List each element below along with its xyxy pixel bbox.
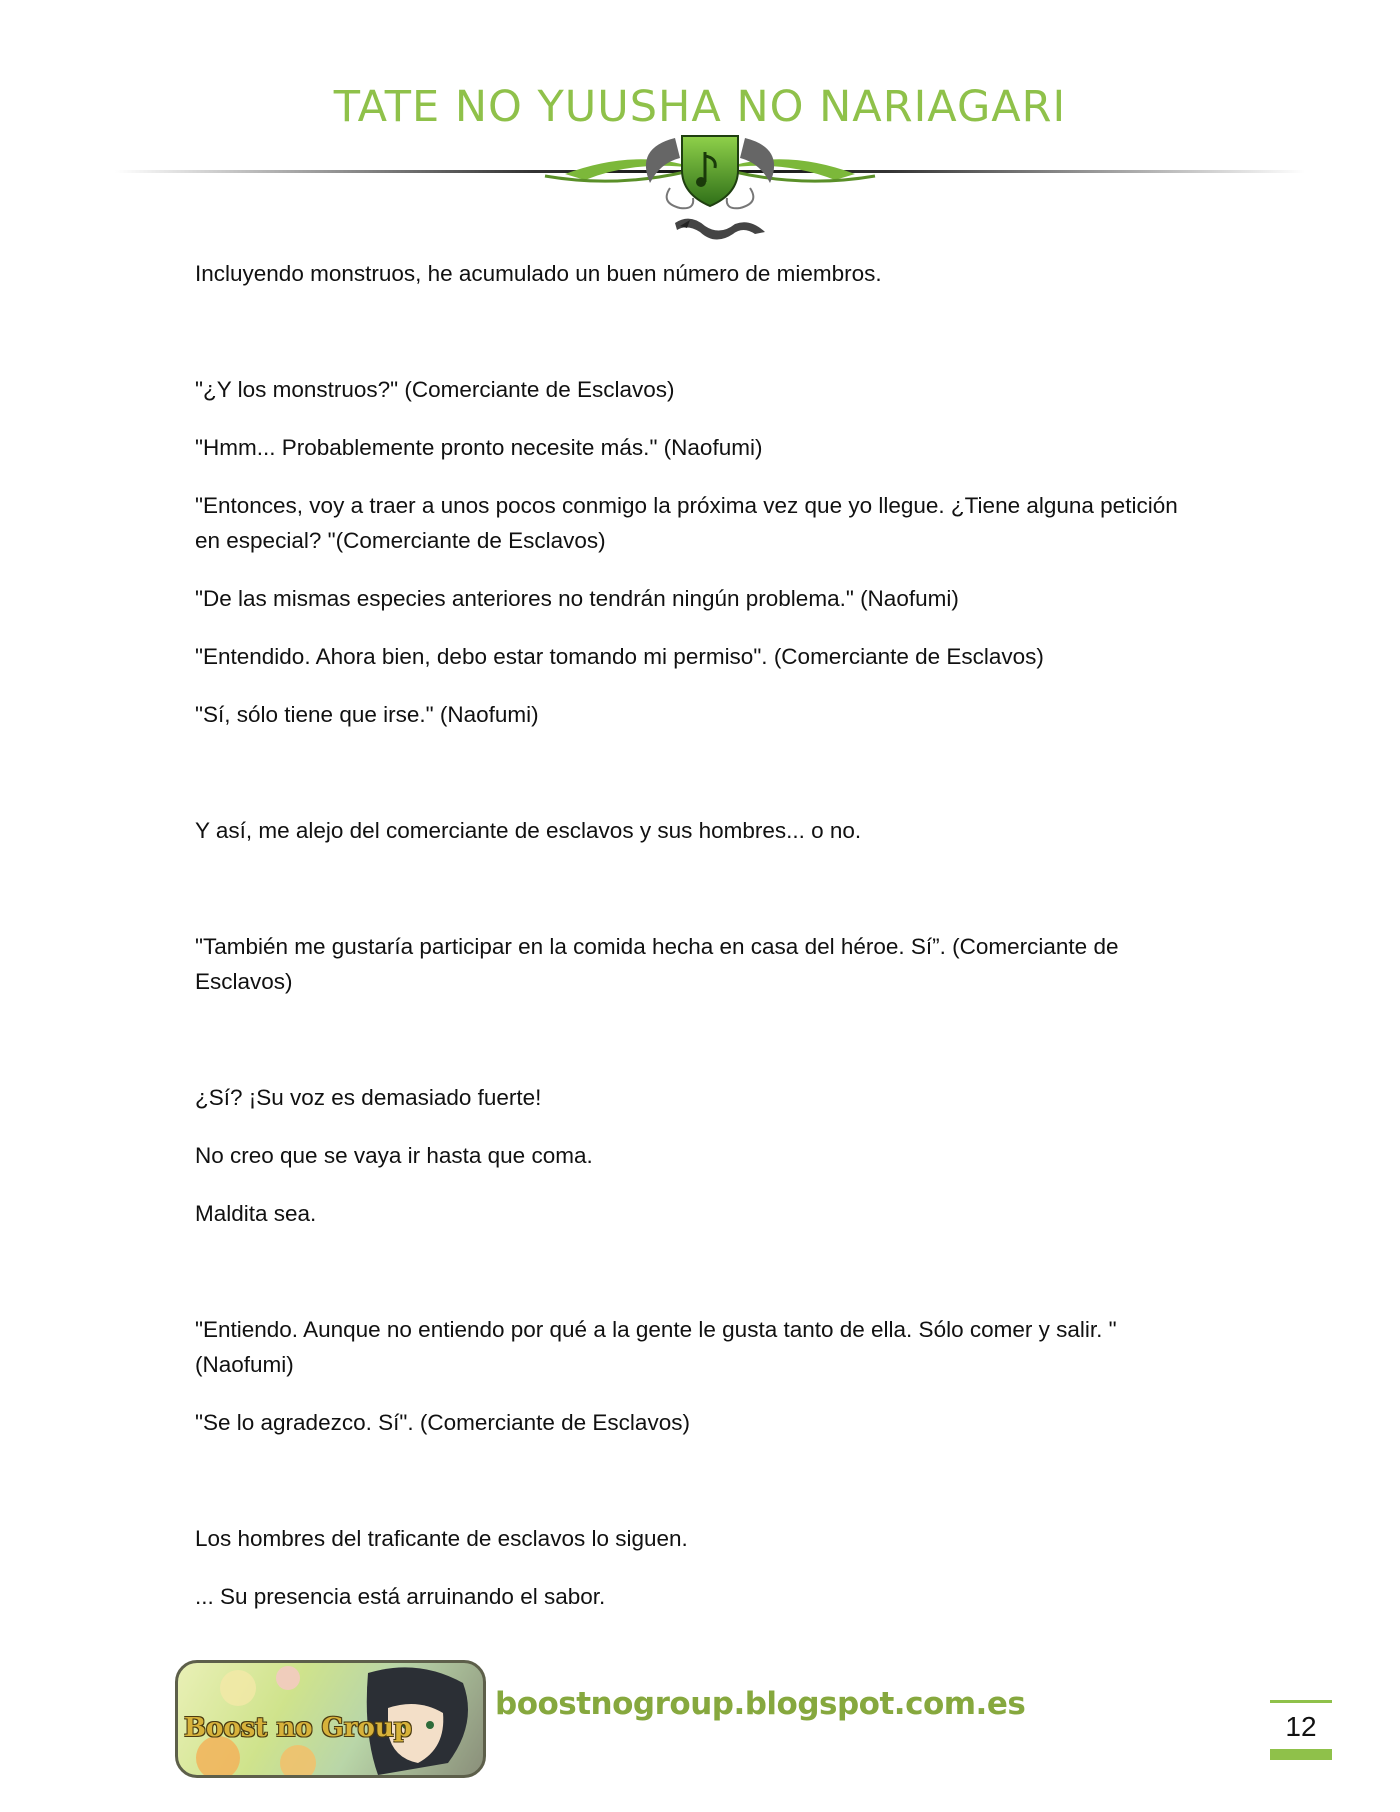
- paragraph: Maldita sea.: [195, 1201, 317, 1226]
- page-number-box: [1270, 1700, 1332, 1760]
- paragraph: "Entiendo. Aunque no entiendo por qué a la gente le gusta tanto de ella. Sólo comer y salir. "(Naofumi): [195, 1317, 1117, 1377]
- page-number: 12: [1285, 1711, 1317, 1742]
- paragraph: "También me gustaría participar en la comida hecha en casa del héroe. Sí”. (Comerciante de Esclavos): [195, 934, 1119, 994]
- paragraph: ¿Sí? ¡Su voz es demasiado fuerte!: [195, 1085, 542, 1110]
- paragraph-spacer: [195, 314, 1205, 372]
- paragraph-spacer: [195, 1463, 1205, 1521]
- paragraph: "Se lo agradezco. Sí". (Comerciante de Esclavos): [195, 1410, 690, 1435]
- paragraph: "Entendido. Ahora bien, debo estar tomando mi permiso". (Comerciante de Esclavos): [195, 644, 1044, 669]
- page-body: [195, 256, 1205, 1637]
- paragraph: No creo que se vaya ir hasta que coma.: [195, 1143, 593, 1168]
- document-title: TATE NO YUUSHA NO NARIAGARI: [333, 82, 1067, 132]
- paragraph: Los hombres del traficante de esclavos lo siguen.: [195, 1526, 688, 1551]
- paragraph: Incluyendo monstruos, he acumulado un buen número de miembros.: [195, 261, 882, 286]
- paragraph: "Sí, sólo tiene que irse." (Naofumi): [195, 702, 539, 727]
- dragon-icon: [675, 219, 765, 240]
- paragraph: "¿Y los monstruos?" (Comerciante de Esclavos): [195, 377, 675, 402]
- paragraph-spacer: [195, 871, 1205, 929]
- paragraph: "De las mismas especies anteriores no tendrán ningún problema." (Naofumi): [195, 586, 959, 611]
- paragraph: ... Su presencia está arruinando el sabor.: [195, 1584, 606, 1609]
- header-ornament: [115, 128, 1305, 258]
- paragraph-spacer: [195, 1022, 1205, 1080]
- footer-url-link[interactable]: boostnogroup.blogspot.com.es: [495, 1686, 1026, 1722]
- group-banner: [175, 1660, 486, 1778]
- paragraph: Y así, me alejo del comerciante de esclavos y sus hombres... o no.: [195, 818, 862, 843]
- paragraph-spacer: [195, 1254, 1205, 1312]
- paragraph-spacer: [195, 755, 1205, 813]
- shield-emblem-icon: [682, 136, 738, 206]
- banner-logo-text: Boost no Group: [184, 1713, 412, 1743]
- paragraph: "Hmm... Probablemente pronto necesite más." (Naofumi): [195, 435, 763, 460]
- paragraph: "Entonces, voy a traer a unos pocos conmigo la próxima vez que yo llegue. ¿Tiene alguna petición en especial? "(Comerciante de Esclavos): [195, 493, 1178, 553]
